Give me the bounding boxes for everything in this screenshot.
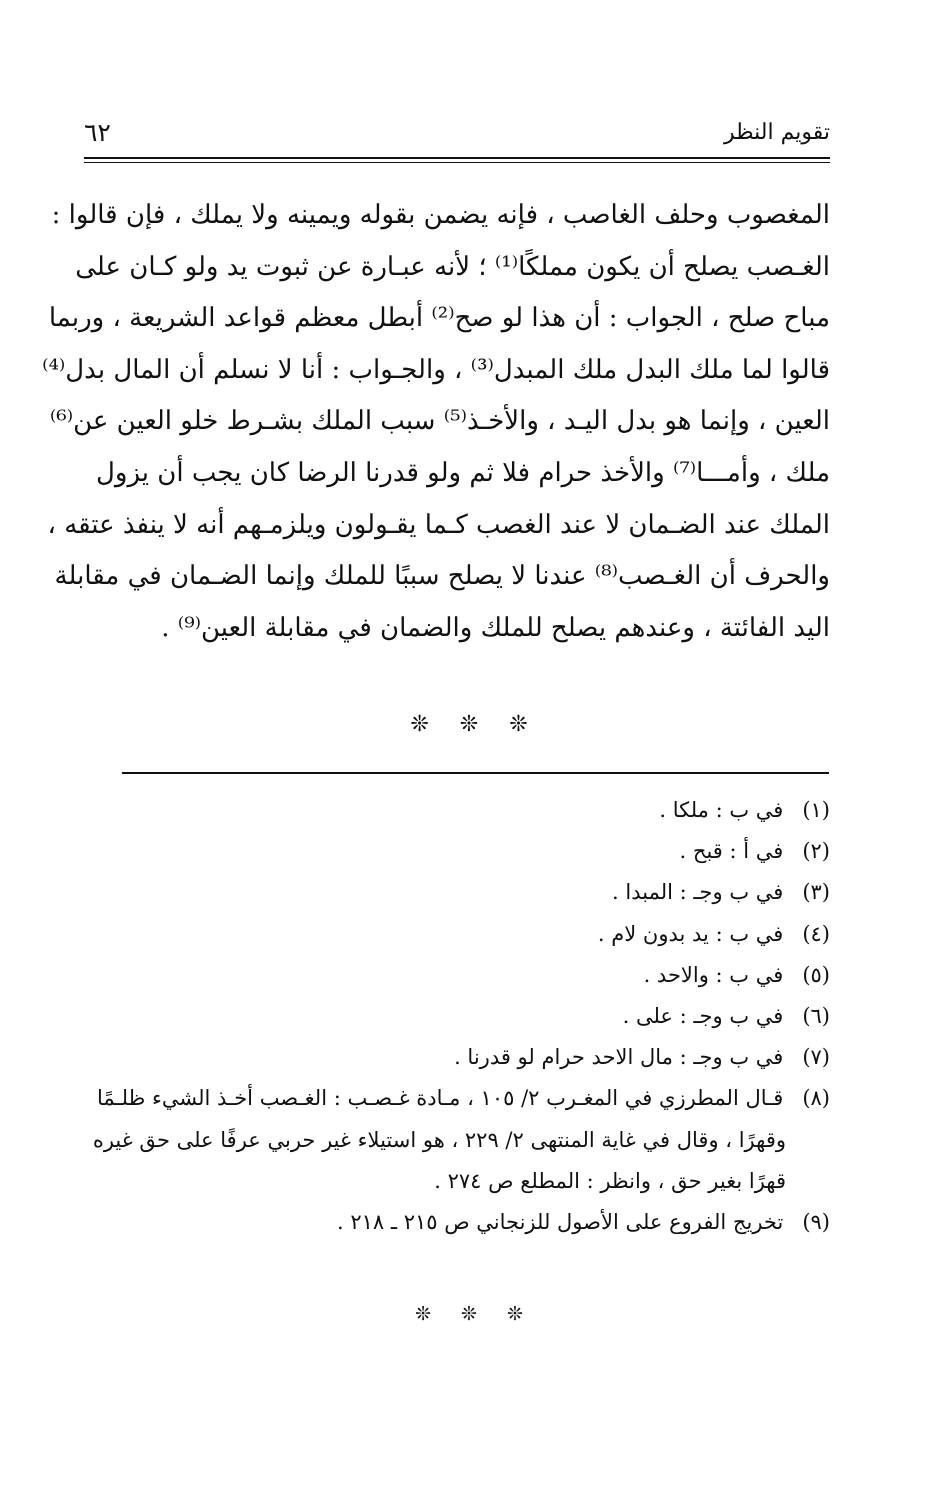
footnote-text: قـال المطرزي في المغـرب ٢/ ١٠٥ ، مـادة غـصـب : الغـصب أخـذ الشيء ظلـمًا	[96, 1086, 784, 1111]
footnote-number: (٦)	[802, 1004, 830, 1029]
section-separator: ❊ ❊ ❊	[410, 712, 540, 737]
footnote-text: في ب : ملكا .	[659, 798, 784, 822]
text-line: ملك ، وأمـــا⁽⁷⁾ والأخذ حرام فلا ثم ولو قدرنا الرضا كان يجب أن يزول	[96, 457, 830, 488]
footnote-text: في ب وجـ : مال الاحد حرام لو قدرنا .	[454, 1045, 784, 1070]
section-separator-bottom: ❊ ❊ ❊	[415, 1303, 535, 1325]
footnote-number: (٧)	[802, 1045, 830, 1070]
footnote-text: في ب وجـ : المبدا .	[612, 880, 784, 905]
footnote	[84, 1202, 830, 1243]
footnote	[84, 914, 830, 955]
footnote	[84, 955, 830, 996]
text-line: قالوا لما ملك البدل ملك المبدل⁽³⁾ ، والجـواب : أنا لا نسلم أن المال بدل⁽⁴⁾	[42, 354, 830, 385]
running-title: تقويم النظر	[723, 120, 830, 145]
footnote-number: (٥)	[802, 962, 830, 987]
footnotes	[84, 790, 830, 1243]
header-rule-thin	[84, 162, 830, 163]
footnote-continuation: وقهرًا ، وقال في غاية المنتهى ٢/ ٢٢٩ ، هو استيلاء غير حربي عرفًا على حق غيره	[92, 1127, 786, 1152]
text-line: المغصوب وحلف الغاصب ، فإنه يضمن بقوله ويمينه ولا يملك ، فإن قالوا :	[51, 200, 830, 230]
footnote-number: (٣)	[802, 880, 830, 905]
footnote-continuation: قهرًا بغير حق ، وانظر : المطلع ص ٢٧٤ .	[434, 1168, 786, 1193]
footnote	[84, 790, 830, 831]
footnote-text: في أ : قبح .	[679, 839, 784, 864]
footnote	[84, 872, 830, 913]
text-line: والحرف أن الغـصب⁽⁸⁾ عندنا لا يصلح سببًا للملك وإنما الضـمان في مقابلة	[54, 561, 830, 592]
footnote-text: في ب : والاحد .	[643, 962, 784, 987]
text-line: العين ، وإنما هو بدل اليـد ، والأخـذ⁽⁵⁾ سبب الملك بشـرط خلو العين عن⁽⁶⁾	[49, 406, 830, 437]
footnote	[84, 996, 830, 1037]
footnote-number: (٢)	[802, 839, 830, 864]
footnote	[84, 1078, 830, 1119]
text-line: الملك عند الضـمان لا عند الغصب كـما يقـولون ويلزمـهم أنه لا ينفذ عتقه ،	[47, 509, 830, 540]
footnote-rule	[122, 772, 829, 774]
footnote-text: في ب وجـ : على .	[622, 1004, 784, 1029]
header-rule	[84, 157, 830, 159]
footnote-number: (٩)	[802, 1210, 830, 1235]
footnote-number: (٨)	[802, 1086, 830, 1111]
footnote-text: في ب : يد بدون لام .	[597, 921, 784, 946]
page-header	[84, 116, 830, 156]
footnote	[84, 1037, 830, 1078]
page-number: ٦٢	[84, 118, 111, 147]
text-line: الغـصب يصلح أن يكون مملكًا⁽¹⁾ ؛ لأنه عبـارة عن ثبوت يد ولو كـان على	[75, 251, 830, 282]
footnote-number: (١)	[802, 798, 830, 822]
footnote-number: (٤)	[802, 921, 830, 946]
footnote-text: تخريج الفروع على الأصول للزنجاني ص ٢١٥ ـ ٢١٨ .	[336, 1210, 784, 1235]
text-line: مباح صلح ، الجواب : أن هذا لو صح⁽²⁾ أبطل معظم قواعد الشريعة ، وربما	[48, 303, 830, 334]
text-line: اليد الفائتة ، وعندهم يصلح للملك والضمان في مقابلة العين⁽⁹⁾ .	[161, 612, 830, 643]
footnote	[84, 831, 830, 872]
main-text	[42, 190, 830, 654]
